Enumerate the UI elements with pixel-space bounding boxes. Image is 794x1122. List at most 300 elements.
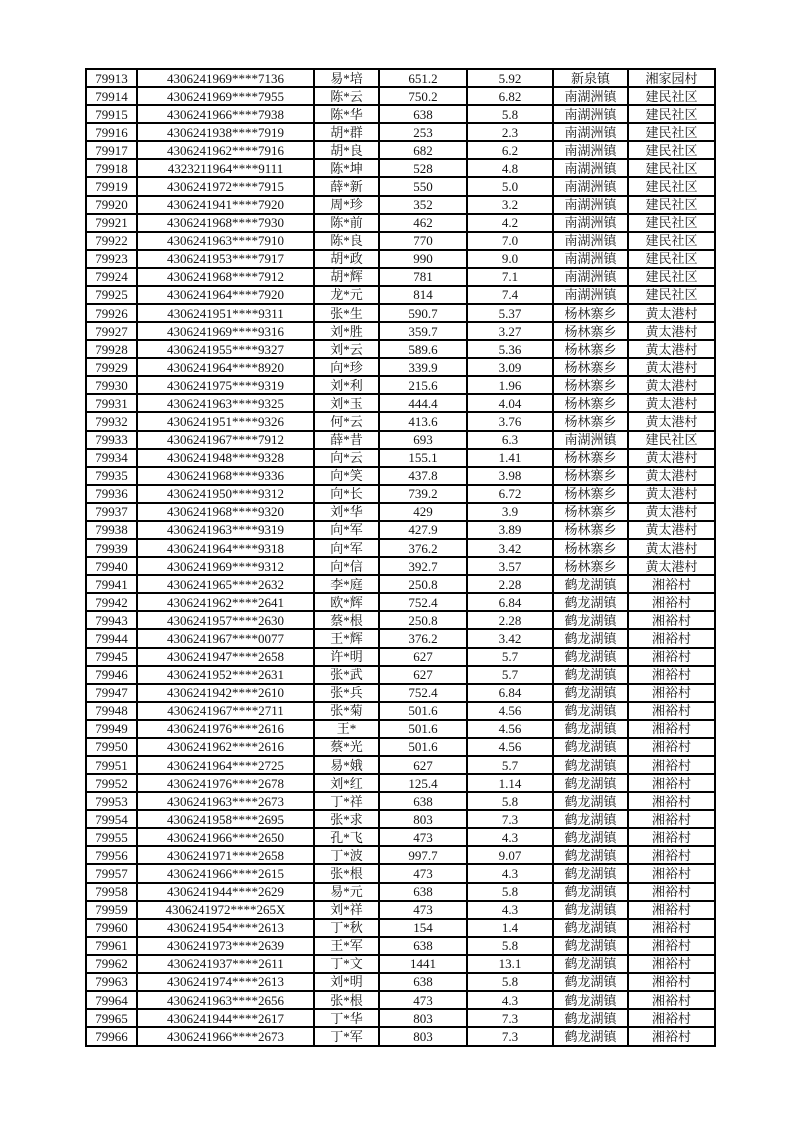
cell-name: 胡*群 bbox=[314, 123, 379, 141]
cell-seq: 79941 bbox=[86, 575, 137, 593]
cell-seq: 79945 bbox=[86, 648, 137, 666]
cell-village: 湘裕村 bbox=[628, 792, 715, 810]
cell-id-number: 4306241966****2673 bbox=[137, 1027, 314, 1046]
cell-rate: 7.1 bbox=[467, 268, 553, 286]
cell-seq: 79918 bbox=[86, 159, 137, 177]
cell-amount: 339.9 bbox=[379, 358, 467, 376]
cell-id-number: 4306241968****7930 bbox=[137, 214, 314, 232]
cell-seq: 79953 bbox=[86, 792, 137, 810]
cell-name: 易*培 bbox=[314, 69, 379, 87]
cell-name: 丁*华 bbox=[314, 1009, 379, 1027]
cell-village: 湘裕村 bbox=[628, 901, 715, 919]
cell-seq: 79936 bbox=[86, 485, 137, 503]
cell-town: 南湖洲镇 bbox=[553, 286, 628, 304]
cell-id-number: 4306241968****7912 bbox=[137, 268, 314, 286]
cell-town: 南湖洲镇 bbox=[553, 232, 628, 250]
cell-seq: 79946 bbox=[86, 666, 137, 684]
cell-name: 何*云 bbox=[314, 412, 379, 430]
table-row bbox=[86, 575, 715, 593]
table-row bbox=[86, 720, 715, 738]
cell-village: 黄太港村 bbox=[628, 521, 715, 539]
cell-name: 蔡*根 bbox=[314, 611, 379, 629]
cell-id-number: 4306241967****2711 bbox=[137, 702, 314, 720]
cell-seq: 79952 bbox=[86, 774, 137, 792]
cell-town: 杨林寨乡 bbox=[553, 394, 628, 412]
cell-id-number: 4306241951****9311 bbox=[137, 304, 314, 322]
cell-rate: 3.42 bbox=[467, 629, 553, 647]
cell-name: 张*求 bbox=[314, 810, 379, 828]
cell-village: 黄太港村 bbox=[628, 539, 715, 557]
cell-id-number: 4306241950****9312 bbox=[137, 485, 314, 503]
cell-amount: 803 bbox=[379, 810, 467, 828]
cell-seq: 79913 bbox=[86, 69, 137, 87]
cell-village: 湘裕村 bbox=[628, 611, 715, 629]
table-row bbox=[86, 539, 715, 557]
cell-village: 湘裕村 bbox=[628, 575, 715, 593]
cell-rate: 5.8 bbox=[467, 973, 553, 991]
cell-id-number: 4306241944****2629 bbox=[137, 883, 314, 901]
cell-seq: 79954 bbox=[86, 810, 137, 828]
cell-rate: 3.76 bbox=[467, 412, 553, 430]
cell-rate: 3.98 bbox=[467, 467, 553, 485]
cell-town: 鹤龙湖镇 bbox=[553, 611, 628, 629]
cell-town: 鹤龙湖镇 bbox=[553, 774, 628, 792]
cell-id-number: 4306241972****265X bbox=[137, 901, 314, 919]
cell-id-number: 4306241942****2610 bbox=[137, 684, 314, 702]
cell-town: 南湖洲镇 bbox=[553, 141, 628, 159]
table-row bbox=[86, 69, 715, 87]
cell-name: 张*菊 bbox=[314, 702, 379, 720]
cell-name: 刘*玉 bbox=[314, 394, 379, 412]
cell-amount: 627 bbox=[379, 666, 467, 684]
cell-seq: 79965 bbox=[86, 1009, 137, 1027]
cell-amount: 550 bbox=[379, 177, 467, 195]
cell-seq: 79939 bbox=[86, 539, 137, 557]
cell-town: 鹤龙湖镇 bbox=[553, 792, 628, 810]
cell-amount: 392.7 bbox=[379, 557, 467, 575]
cell-id-number: 4306241974****2613 bbox=[137, 973, 314, 991]
cell-rate: 6.72 bbox=[467, 485, 553, 503]
cell-village: 黄太港村 bbox=[628, 485, 715, 503]
cell-amount: 803 bbox=[379, 1027, 467, 1046]
cell-id-number: 4306241962****2616 bbox=[137, 738, 314, 756]
cell-seq: 79959 bbox=[86, 901, 137, 919]
cell-rate: 7.3 bbox=[467, 810, 553, 828]
cell-id-number: 4306241973****2639 bbox=[137, 937, 314, 955]
table-row bbox=[86, 901, 715, 919]
cell-name: 王*军 bbox=[314, 937, 379, 955]
cell-seq: 79951 bbox=[86, 756, 137, 774]
cell-town: 鹤龙湖镇 bbox=[553, 702, 628, 720]
cell-name: 欧*辉 bbox=[314, 593, 379, 611]
cell-village: 湘裕村 bbox=[628, 955, 715, 973]
cell-name: 张*根 bbox=[314, 991, 379, 1009]
cell-town: 鹤龙湖镇 bbox=[553, 593, 628, 611]
cell-seq: 79927 bbox=[86, 322, 137, 340]
cell-town: 南湖洲镇 bbox=[553, 214, 628, 232]
cell-rate: 3.42 bbox=[467, 539, 553, 557]
cell-id-number: 4306241957****2630 bbox=[137, 611, 314, 629]
table-row bbox=[86, 774, 715, 792]
cell-seq: 79963 bbox=[86, 973, 137, 991]
cell-town: 鹤龙湖镇 bbox=[553, 756, 628, 774]
cell-name: 易*娥 bbox=[314, 756, 379, 774]
cell-name: 丁*军 bbox=[314, 1027, 379, 1046]
cell-id-number: 4306241947****2658 bbox=[137, 648, 314, 666]
cell-amount: 750.2 bbox=[379, 87, 467, 105]
table-row bbox=[86, 991, 715, 1009]
table-row bbox=[86, 214, 715, 232]
table-row bbox=[86, 883, 715, 901]
cell-rate: 5.7 bbox=[467, 666, 553, 684]
cell-town: 南湖洲镇 bbox=[553, 268, 628, 286]
cell-seq: 79930 bbox=[86, 376, 137, 394]
cell-village: 建民社区 bbox=[628, 268, 715, 286]
table-row bbox=[86, 702, 715, 720]
cell-village: 湘家园村 bbox=[628, 69, 715, 87]
cell-name: 张*生 bbox=[314, 304, 379, 322]
cell-name: 向*笑 bbox=[314, 467, 379, 485]
cell-name: 向*军 bbox=[314, 539, 379, 557]
table-row bbox=[86, 196, 715, 214]
cell-name: 胡*政 bbox=[314, 250, 379, 268]
cell-id-number: 4306241976****2616 bbox=[137, 720, 314, 738]
cell-rate: 2.28 bbox=[467, 575, 553, 593]
cell-village: 建民社区 bbox=[628, 431, 715, 449]
cell-amount: 638 bbox=[379, 105, 467, 123]
cell-seq: 79919 bbox=[86, 177, 137, 195]
cell-town: 南湖洲镇 bbox=[553, 105, 628, 123]
table-row bbox=[86, 503, 715, 521]
table-row bbox=[86, 828, 715, 846]
cell-amount: 501.6 bbox=[379, 702, 467, 720]
cell-seq: 79940 bbox=[86, 557, 137, 575]
cell-village: 湘裕村 bbox=[628, 738, 715, 756]
cell-seq: 79922 bbox=[86, 232, 137, 250]
cell-amount: 253 bbox=[379, 123, 467, 141]
table-row bbox=[86, 919, 715, 937]
cell-amount: 814 bbox=[379, 286, 467, 304]
table-row bbox=[86, 648, 715, 666]
cell-town: 南湖洲镇 bbox=[553, 177, 628, 195]
cell-amount: 682 bbox=[379, 141, 467, 159]
cell-rate: 1.96 bbox=[467, 376, 553, 394]
cell-amount: 429 bbox=[379, 503, 467, 521]
cell-village: 建民社区 bbox=[628, 87, 715, 105]
cell-town: 杨林寨乡 bbox=[553, 322, 628, 340]
cell-town: 鹤龙湖镇 bbox=[553, 991, 628, 1009]
cell-rate: 5.8 bbox=[467, 792, 553, 810]
cell-seq: 79923 bbox=[86, 250, 137, 268]
cell-amount: 376.2 bbox=[379, 539, 467, 557]
cell-name: 陈*前 bbox=[314, 214, 379, 232]
cell-village: 湘裕村 bbox=[628, 756, 715, 774]
cell-rate: 13.1 bbox=[467, 955, 553, 973]
table-row bbox=[86, 666, 715, 684]
table-row bbox=[86, 485, 715, 503]
table-row bbox=[86, 467, 715, 485]
cell-rate: 5.37 bbox=[467, 304, 553, 322]
cell-name: 薛*新 bbox=[314, 177, 379, 195]
cell-name: 向*信 bbox=[314, 557, 379, 575]
table-row bbox=[86, 1009, 715, 1027]
cell-rate: 7.3 bbox=[467, 1027, 553, 1046]
cell-town: 杨林寨乡 bbox=[553, 467, 628, 485]
cell-name: 向*军 bbox=[314, 521, 379, 539]
cell-amount: 627 bbox=[379, 756, 467, 774]
cell-name: 刘*云 bbox=[314, 340, 379, 358]
table-row bbox=[86, 629, 715, 647]
table-row bbox=[86, 159, 715, 177]
cell-seq: 79915 bbox=[86, 105, 137, 123]
cell-amount: 473 bbox=[379, 901, 467, 919]
cell-rate: 3.57 bbox=[467, 557, 553, 575]
cell-village: 黄太港村 bbox=[628, 467, 715, 485]
cell-town: 南湖洲镇 bbox=[553, 159, 628, 177]
cell-amount: 376.2 bbox=[379, 629, 467, 647]
cell-seq: 79955 bbox=[86, 828, 137, 846]
cell-id-number: 4306241938****7919 bbox=[137, 123, 314, 141]
cell-town: 南湖洲镇 bbox=[553, 87, 628, 105]
cell-name: 丁*祥 bbox=[314, 792, 379, 810]
cell-name: 陈*坤 bbox=[314, 159, 379, 177]
cell-village: 黄太港村 bbox=[628, 358, 715, 376]
cell-rate: 4.56 bbox=[467, 720, 553, 738]
cell-seq: 79932 bbox=[86, 412, 137, 430]
cell-village: 建民社区 bbox=[628, 159, 715, 177]
cell-amount: 589.6 bbox=[379, 340, 467, 358]
cell-id-number: 4306241967****0077 bbox=[137, 629, 314, 647]
cell-village: 湘裕村 bbox=[628, 1027, 715, 1046]
cell-amount: 155.1 bbox=[379, 449, 467, 467]
cell-amount: 990 bbox=[379, 250, 467, 268]
table-row bbox=[86, 358, 715, 376]
cell-amount: 739.2 bbox=[379, 485, 467, 503]
cell-village: 湘裕村 bbox=[628, 846, 715, 864]
cell-id-number: 4306241968****9320 bbox=[137, 503, 314, 521]
cell-seq: 79925 bbox=[86, 286, 137, 304]
cell-seq: 79961 bbox=[86, 937, 137, 955]
cell-id-number: 4306241963****2656 bbox=[137, 991, 314, 1009]
cell-rate: 4.3 bbox=[467, 864, 553, 882]
cell-seq: 79914 bbox=[86, 87, 137, 105]
cell-seq: 79938 bbox=[86, 521, 137, 539]
cell-name: 丁*波 bbox=[314, 846, 379, 864]
cell-id-number: 4306241966****7938 bbox=[137, 105, 314, 123]
cell-town: 鹤龙湖镇 bbox=[553, 666, 628, 684]
cell-id-number: 4306241954****2613 bbox=[137, 919, 314, 937]
cell-seq: 79943 bbox=[86, 611, 137, 629]
cell-town: 鹤龙湖镇 bbox=[553, 973, 628, 991]
table-row bbox=[86, 1027, 715, 1046]
cell-rate: 6.82 bbox=[467, 87, 553, 105]
cell-town: 鹤龙湖镇 bbox=[553, 810, 628, 828]
table-row bbox=[86, 864, 715, 882]
cell-amount: 413.6 bbox=[379, 412, 467, 430]
table-row bbox=[86, 412, 715, 430]
cell-name: 丁*文 bbox=[314, 955, 379, 973]
table-row bbox=[86, 684, 715, 702]
cell-seq: 79956 bbox=[86, 846, 137, 864]
cell-name: 刘*胜 bbox=[314, 322, 379, 340]
cell-amount: 693 bbox=[379, 431, 467, 449]
cell-name: 胡*辉 bbox=[314, 268, 379, 286]
cell-amount: 501.6 bbox=[379, 738, 467, 756]
cell-town: 新泉镇 bbox=[553, 69, 628, 87]
cell-town: 南湖洲镇 bbox=[553, 431, 628, 449]
cell-amount: 528 bbox=[379, 159, 467, 177]
cell-village: 湘裕村 bbox=[628, 593, 715, 611]
cell-rate: 5.92 bbox=[467, 69, 553, 87]
cell-id-number: 4306241951****9326 bbox=[137, 412, 314, 430]
cell-town: 鹤龙湖镇 bbox=[553, 883, 628, 901]
cell-town: 鹤龙湖镇 bbox=[553, 955, 628, 973]
cell-town: 杨林寨乡 bbox=[553, 449, 628, 467]
cell-id-number: 4306241952****2631 bbox=[137, 666, 314, 684]
cell-seq: 79917 bbox=[86, 141, 137, 159]
cell-town: 鹤龙湖镇 bbox=[553, 1009, 628, 1027]
cell-id-number: 4306241964****2725 bbox=[137, 756, 314, 774]
cell-id-number: 4306241964****7920 bbox=[137, 286, 314, 304]
cell-amount: 501.6 bbox=[379, 720, 467, 738]
cell-name: 刘*祥 bbox=[314, 901, 379, 919]
cell-name: 陈*华 bbox=[314, 105, 379, 123]
cell-village: 湘裕村 bbox=[628, 810, 715, 828]
cell-rate: 4.2 bbox=[467, 214, 553, 232]
cell-town: 杨林寨乡 bbox=[553, 304, 628, 322]
cell-village: 黄太港村 bbox=[628, 503, 715, 521]
table-row bbox=[86, 738, 715, 756]
cell-id-number: 4306241968****9336 bbox=[137, 467, 314, 485]
cell-village: 黄太港村 bbox=[628, 376, 715, 394]
cell-name: 张*武 bbox=[314, 666, 379, 684]
cell-village: 建民社区 bbox=[628, 286, 715, 304]
table-row bbox=[86, 286, 715, 304]
cell-rate: 4.3 bbox=[467, 991, 553, 1009]
cell-rate: 9.07 bbox=[467, 846, 553, 864]
cell-rate: 6.84 bbox=[467, 684, 553, 702]
table-row bbox=[86, 593, 715, 611]
table-row bbox=[86, 141, 715, 159]
cell-amount: 638 bbox=[379, 973, 467, 991]
table-row bbox=[86, 340, 715, 358]
cell-rate: 5.8 bbox=[467, 105, 553, 123]
cell-name: 向*云 bbox=[314, 449, 379, 467]
cell-id-number: 4306241963****2673 bbox=[137, 792, 314, 810]
cell-village: 黄太港村 bbox=[628, 394, 715, 412]
cell-rate: 5.8 bbox=[467, 937, 553, 955]
cell-village: 湘裕村 bbox=[628, 629, 715, 647]
cell-name: 李*庭 bbox=[314, 575, 379, 593]
cell-village: 湘裕村 bbox=[628, 1009, 715, 1027]
cell-rate: 2.3 bbox=[467, 123, 553, 141]
cell-amount: 473 bbox=[379, 828, 467, 846]
cell-town: 杨林寨乡 bbox=[553, 412, 628, 430]
table-row bbox=[86, 792, 715, 810]
cell-id-number: 4306241969****7955 bbox=[137, 87, 314, 105]
table-row bbox=[86, 394, 715, 412]
cell-village: 湘裕村 bbox=[628, 684, 715, 702]
cell-rate: 1.14 bbox=[467, 774, 553, 792]
cell-amount: 638 bbox=[379, 792, 467, 810]
cell-amount: 803 bbox=[379, 1009, 467, 1027]
cell-name: 刘*利 bbox=[314, 376, 379, 394]
cell-village: 湘裕村 bbox=[628, 774, 715, 792]
cell-rate: 9.0 bbox=[467, 250, 553, 268]
cell-amount: 437.8 bbox=[379, 467, 467, 485]
cell-town: 杨林寨乡 bbox=[553, 358, 628, 376]
cell-town: 鹤龙湖镇 bbox=[553, 738, 628, 756]
cell-amount: 638 bbox=[379, 937, 467, 955]
records-tbody bbox=[86, 69, 715, 1046]
cell-id-number: 4306241972****7915 bbox=[137, 177, 314, 195]
cell-id-number: 4306241955****9327 bbox=[137, 340, 314, 358]
cell-seq: 79944 bbox=[86, 629, 137, 647]
cell-seq: 79926 bbox=[86, 304, 137, 322]
cell-amount: 651.2 bbox=[379, 69, 467, 87]
cell-seq: 79950 bbox=[86, 738, 137, 756]
cell-town: 鹤龙湖镇 bbox=[553, 720, 628, 738]
cell-amount: 781 bbox=[379, 268, 467, 286]
cell-rate: 1.4 bbox=[467, 919, 553, 937]
cell-rate: 3.27 bbox=[467, 322, 553, 340]
cell-town: 南湖洲镇 bbox=[553, 250, 628, 268]
cell-amount: 638 bbox=[379, 883, 467, 901]
cell-amount: 473 bbox=[379, 864, 467, 882]
table-row bbox=[86, 955, 715, 973]
cell-town: 鹤龙湖镇 bbox=[553, 846, 628, 864]
cell-name: 张*根 bbox=[314, 864, 379, 882]
cell-id-number: 4306241963****7910 bbox=[137, 232, 314, 250]
cell-name: 胡*良 bbox=[314, 141, 379, 159]
cell-seq: 79949 bbox=[86, 720, 137, 738]
cell-seq: 79966 bbox=[86, 1027, 137, 1046]
cell-id-number: 4306241963****9325 bbox=[137, 394, 314, 412]
cell-village: 湘裕村 bbox=[628, 991, 715, 1009]
table-row bbox=[86, 846, 715, 864]
cell-rate: 5.0 bbox=[467, 177, 553, 195]
table-row bbox=[86, 756, 715, 774]
cell-seq: 79920 bbox=[86, 196, 137, 214]
cell-name: 薛*昔 bbox=[314, 431, 379, 449]
cell-town: 杨林寨乡 bbox=[553, 485, 628, 503]
cell-rate: 7.3 bbox=[467, 1009, 553, 1027]
cell-rate: 6.2 bbox=[467, 141, 553, 159]
table-row bbox=[86, 87, 715, 105]
table-row bbox=[86, 304, 715, 322]
cell-id-number: 4306241948****9328 bbox=[137, 449, 314, 467]
cell-id-number: 4306241975****9319 bbox=[137, 376, 314, 394]
cell-amount: 462 bbox=[379, 214, 467, 232]
cell-seq: 79924 bbox=[86, 268, 137, 286]
cell-town: 杨林寨乡 bbox=[553, 340, 628, 358]
cell-name: 陈*云 bbox=[314, 87, 379, 105]
cell-id-number: 4306241966****2615 bbox=[137, 864, 314, 882]
cell-rate: 1.41 bbox=[467, 449, 553, 467]
cell-village: 建民社区 bbox=[628, 177, 715, 195]
cell-seq: 79929 bbox=[86, 358, 137, 376]
table-row bbox=[86, 937, 715, 955]
cell-rate: 4.3 bbox=[467, 828, 553, 846]
cell-name: 周*珍 bbox=[314, 196, 379, 214]
cell-name: 王* bbox=[314, 720, 379, 738]
cell-village: 湘裕村 bbox=[628, 973, 715, 991]
cell-town: 南湖洲镇 bbox=[553, 123, 628, 141]
cell-id-number: 4306241969****9316 bbox=[137, 322, 314, 340]
cell-village: 湘裕村 bbox=[628, 937, 715, 955]
cell-town: 南湖洲镇 bbox=[553, 196, 628, 214]
cell-rate: 2.28 bbox=[467, 611, 553, 629]
